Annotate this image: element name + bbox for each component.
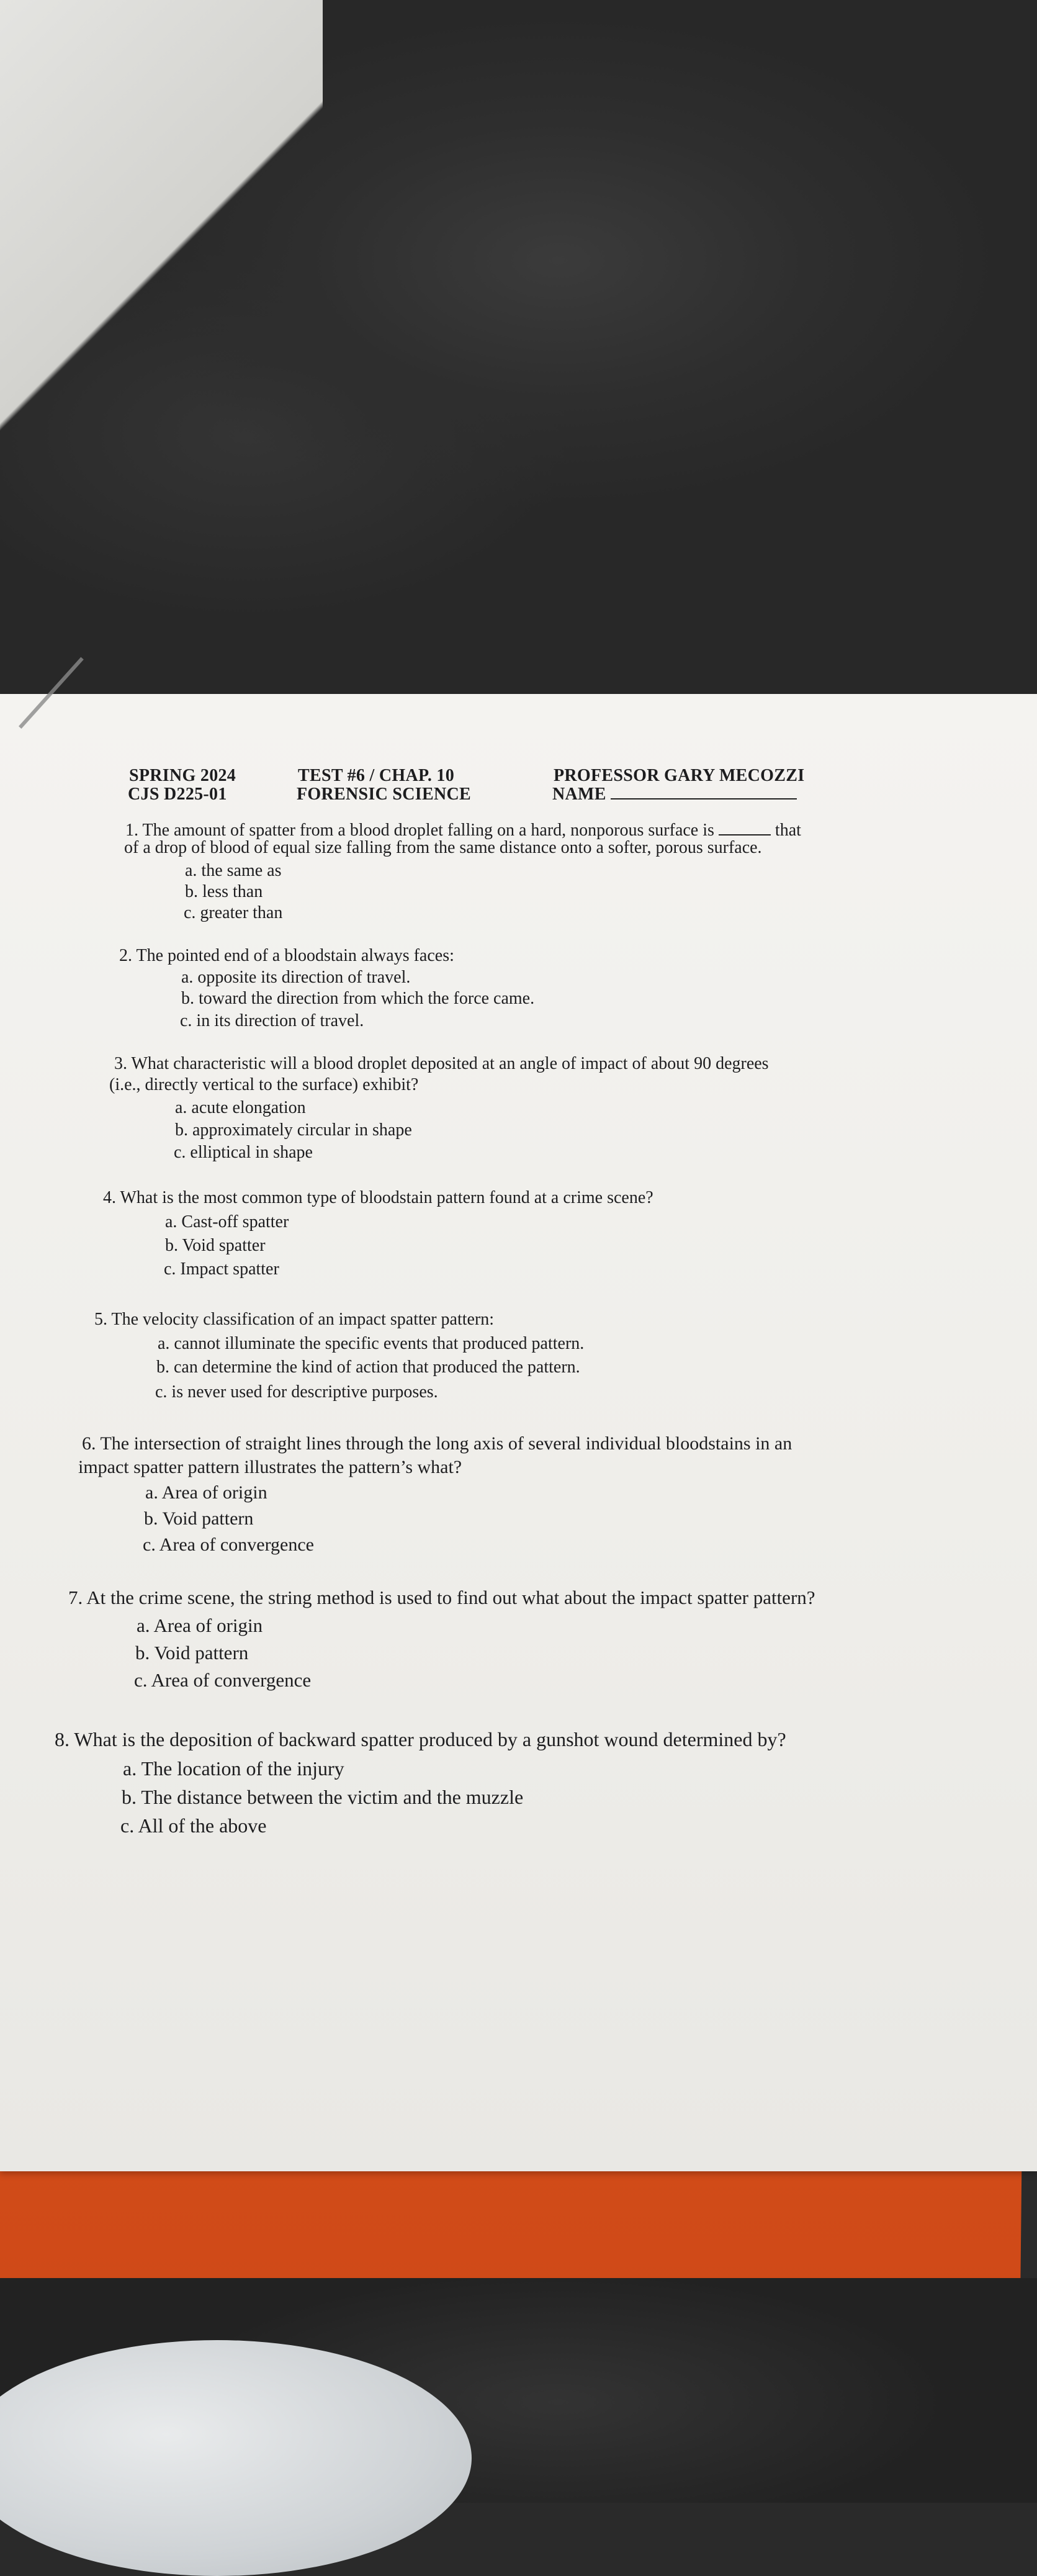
question-2-option-a[interactable]: a. opposite its direction of travel. xyxy=(181,968,411,987)
question-5-option-a[interactable]: a. cannot illuminate the specific events that produced pattern. xyxy=(158,1334,585,1353)
question-1-option-c[interactable]: c. greater than xyxy=(184,903,283,922)
question-6-option-b[interactable]: b. Void pattern xyxy=(144,1508,254,1529)
question-3-option-b[interactable]: b. approximately circular in shape xyxy=(175,1120,412,1140)
question-3-line-1: 3. What characteristic will a blood droplet deposited at an angle of impact of about 90 degrees xyxy=(114,1054,769,1073)
name-blank[interactable] xyxy=(611,785,797,799)
term-label: SPRING 2024 xyxy=(129,766,236,785)
name-field[interactable] xyxy=(552,785,797,804)
question-4-option-c[interactable]: c. Impact spatter xyxy=(164,1259,279,1279)
question-6-line-1: 6. The intersection of straight lines through the long axis of several individual bloodstains in an xyxy=(82,1433,792,1454)
question-2-option-b[interactable]: b. toward the direction from which the force came. xyxy=(181,989,535,1008)
question-7-line-1: 7. At the crime scene, the string method is used to find out what about the impact spatter pattern? xyxy=(68,1587,815,1608)
question-7-option-c[interactable]: c. Area of convergence xyxy=(134,1669,312,1691)
question-8-option-a[interactable]: a. The location of the injury xyxy=(123,1757,344,1780)
question-1-option-a[interactable]: a. the same as xyxy=(185,861,282,880)
question-4-option-a[interactable]: a. Cast-off spatter xyxy=(165,1212,289,1232)
question-7-option-a[interactable]: a. Area of origin xyxy=(137,1615,263,1636)
question-8-option-b[interactable]: b. The distance between the victim and the muzzle xyxy=(122,1786,524,1808)
question-5-option-c[interactable]: c. is never used for descriptive purposes. xyxy=(155,1382,438,1402)
question-3-option-a[interactable]: a. acute elongation xyxy=(175,1098,306,1117)
question-8-line-1: 8. What is the deposition of backward spatter produced by a gunshot wound determined by? xyxy=(55,1728,786,1750)
test-label: TEST #6 / CHAP. 10 xyxy=(298,766,455,785)
question-5-option-b[interactable]: b. can determine the kind of action that produced the pattern. xyxy=(156,1358,580,1377)
course-label: CJS D225-01 xyxy=(128,785,227,804)
question-1-line-1: 1. The amount of spatter from a blood droplet falling on a hard, nonporous surface is that xyxy=(125,821,801,840)
question-6-option-c[interactable]: c. Area of convergence xyxy=(143,1534,314,1555)
question-7-option-b[interactable]: b. Void pattern xyxy=(135,1642,249,1664)
question-2-line-1: 2. The pointed end of a bloodstain always faces: xyxy=(119,946,454,965)
name-label: NAME xyxy=(552,785,606,804)
question-1-line-2: of a drop of blood of equal size falling from the same distance onto a softer, porous surface. xyxy=(124,838,762,857)
question-3-line-2: (i.e., directly vertical to the surface) exhibit? xyxy=(109,1075,419,1094)
question-4-line-1: 4. What is the most common type of bloodstain pattern found at a crime scene? xyxy=(103,1188,653,1207)
subject-label: FORENSIC SCIENCE xyxy=(297,785,471,804)
question-6-option-a[interactable]: a. Area of origin xyxy=(145,1482,267,1503)
answer-blank[interactable] xyxy=(719,822,771,835)
question-3-option-c[interactable]: c. elliptical in shape xyxy=(174,1143,313,1162)
question-5-line-1: 5. The velocity classification of an impact spatter pattern: xyxy=(94,1310,495,1329)
question-6-line-2: impact spatter pattern illustrates the pattern’s what? xyxy=(78,1457,462,1477)
professor-label: PROFESSOR GARY MECOZZI xyxy=(554,766,805,785)
question-8-option-c[interactable]: c. All of the above xyxy=(120,1814,267,1837)
question-2-option-c[interactable]: c. in its direction of travel. xyxy=(180,1011,364,1030)
question-4-option-b[interactable]: b. Void spatter xyxy=(165,1236,266,1255)
question-1-option-b[interactable]: b. less than xyxy=(185,882,263,901)
